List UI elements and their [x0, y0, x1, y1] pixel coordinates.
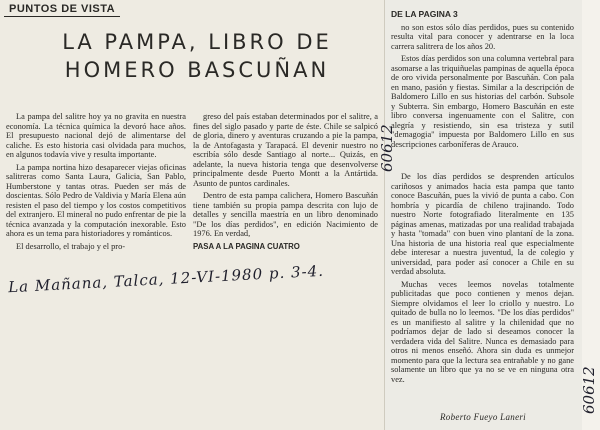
- paragraph: Estos días perdidos son una columna vertebral para asomarse a las triquiñuelas pampinas de aquella época de oro vivida personalmente por Bascuñán. Con pala en mano, pasión y fiestas. Similar a la descripción de Baldomero Lillo en sus historias del carbón. Subsole y Subterra. Sin embargo, Homero Bascuñán en este libro conversa ingenuamente con el Salitre, con alegría y resistiendo, sin esa tristeza y sutil "demagogia" impuesta por Baldomero Lillo en sus descripciones carboníferas de Arauco.: [391, 54, 574, 149]
- article-column-1: [6, 112, 186, 254]
- author-byline: Roberto Fueyo Laneri: [440, 412, 526, 422]
- paragraph: El desarrollo, el trabajo y el pro-: [16, 241, 126, 251]
- section-label: PUNTOS DE VISTA: [4, 2, 120, 17]
- paragraph: La pampa del salitre hoy ya no gravita en nuestra economía. La técnica química la devoró hace años. El presupuesto nacional dejó de alimentarse del caliche. Es esto historia casi olvidada para muchos, en algunos todavía vive y resulta importante.: [6, 112, 186, 159]
- article-column-3: [391, 10, 574, 152]
- headline-line-1: LA PAMPA, LIBRO DE: [62, 30, 332, 54]
- archive-number-stamp: 60612: [580, 366, 598, 414]
- paragraph: Dentro de esta pampa calichera, Homero Bascuñán tiene también su propia pampa descrita con lujo de detalles y sencilla maestría en un libro denominado "De los días perdidos", en edición Nacimiento de 1976. En verdad,: [193, 191, 378, 238]
- archive-number-stamp: 60612: [378, 124, 396, 172]
- continued-from-heading: DE LA PAGINA 3: [391, 9, 458, 19]
- paragraph: La pampa nortina hizo desaparecer viejas oficinas salitreras como Santa Laura, Galicia, San Pablo, Humberstone y tantas otras. Pueden ser más de doscientas. Sólo Pedro de Valdivia y María Elena aún resisten el paso del tiempo y los costos competitivos del extranjero. El mineral no pudo enfrentar de pie la técnica avanzada y la computación inexorable. Esto ahora es un tema para historiadores y románticos.: [6, 162, 186, 238]
- handwritten-source-note: La Mañana, Talca, 12-VI-1980 p. 3-4.: [7, 261, 325, 297]
- article-column-4: [391, 172, 574, 387]
- paragraph: greso del país estaban determinados por el salitre, a fines del siglo pasado y parte de éste. Chile se salpicó de gloria, dinero y aventuras cruzando a pie la pampa, la de Antofagasta y Tarapacá. El devenir nuestro no escribía sólo desde Santiago al norte... Quizás, en adelante, la nueva historia tenga que desenvolverse principalmente desde Puerto Montt a la Antártida. Asunto de puntos cardinales.: [193, 112, 378, 188]
- paragraph: no son estos sólo días perdidos, pues su contenido resulta vital para conocer y adentrarse en la loca carrera salitrera de los años 20.: [391, 22, 574, 51]
- headline-line-2: HOMERO BASCUÑAN: [64, 58, 330, 82]
- paragraph: De los días perdidos se desprenden artículos cariñosos y animados hacia esta pampa que tanto conoce Bascuñán, pues la vivió de punta a cabo. Con hombría y picardía de chileno trajinando. Todo nuestro Norte fotografiado literalmente en 135 páginas amenas, matizadas por una realidad trabajada y hasta "tomada" con buen vino plantaní de la zona. Una historia de una historia real que especialmente debe interesar a nuestra juventud, la de colegio y universidad, para poder así conocer a Chile en su verdad absoluta.: [391, 172, 574, 276]
- paragraph: Muchas veces leemos novelas totalmente publicitadas que poco contienen y menos dejan. Siempre olvidamos el leer lo criollo y nuestro. Lo quitado de bulla no lo leemos. "De los días perdidos" es un manifiesto al salitre y la chilenidad que no podríamos dejar de lado si deseamos conocer la verdadera vida del Salitre. Nunca es demasiado para otros ni menos enseñó. Ahora sin duda es unmejor momento para que la lectura sea entrañable y no gane solamente un libro que ya no se ve en ninguna otra vez.: [391, 279, 574, 384]
- continued-on-note: PASA A LA PAGINA CUATRO: [193, 241, 300, 251]
- article-column-2: [193, 112, 378, 254]
